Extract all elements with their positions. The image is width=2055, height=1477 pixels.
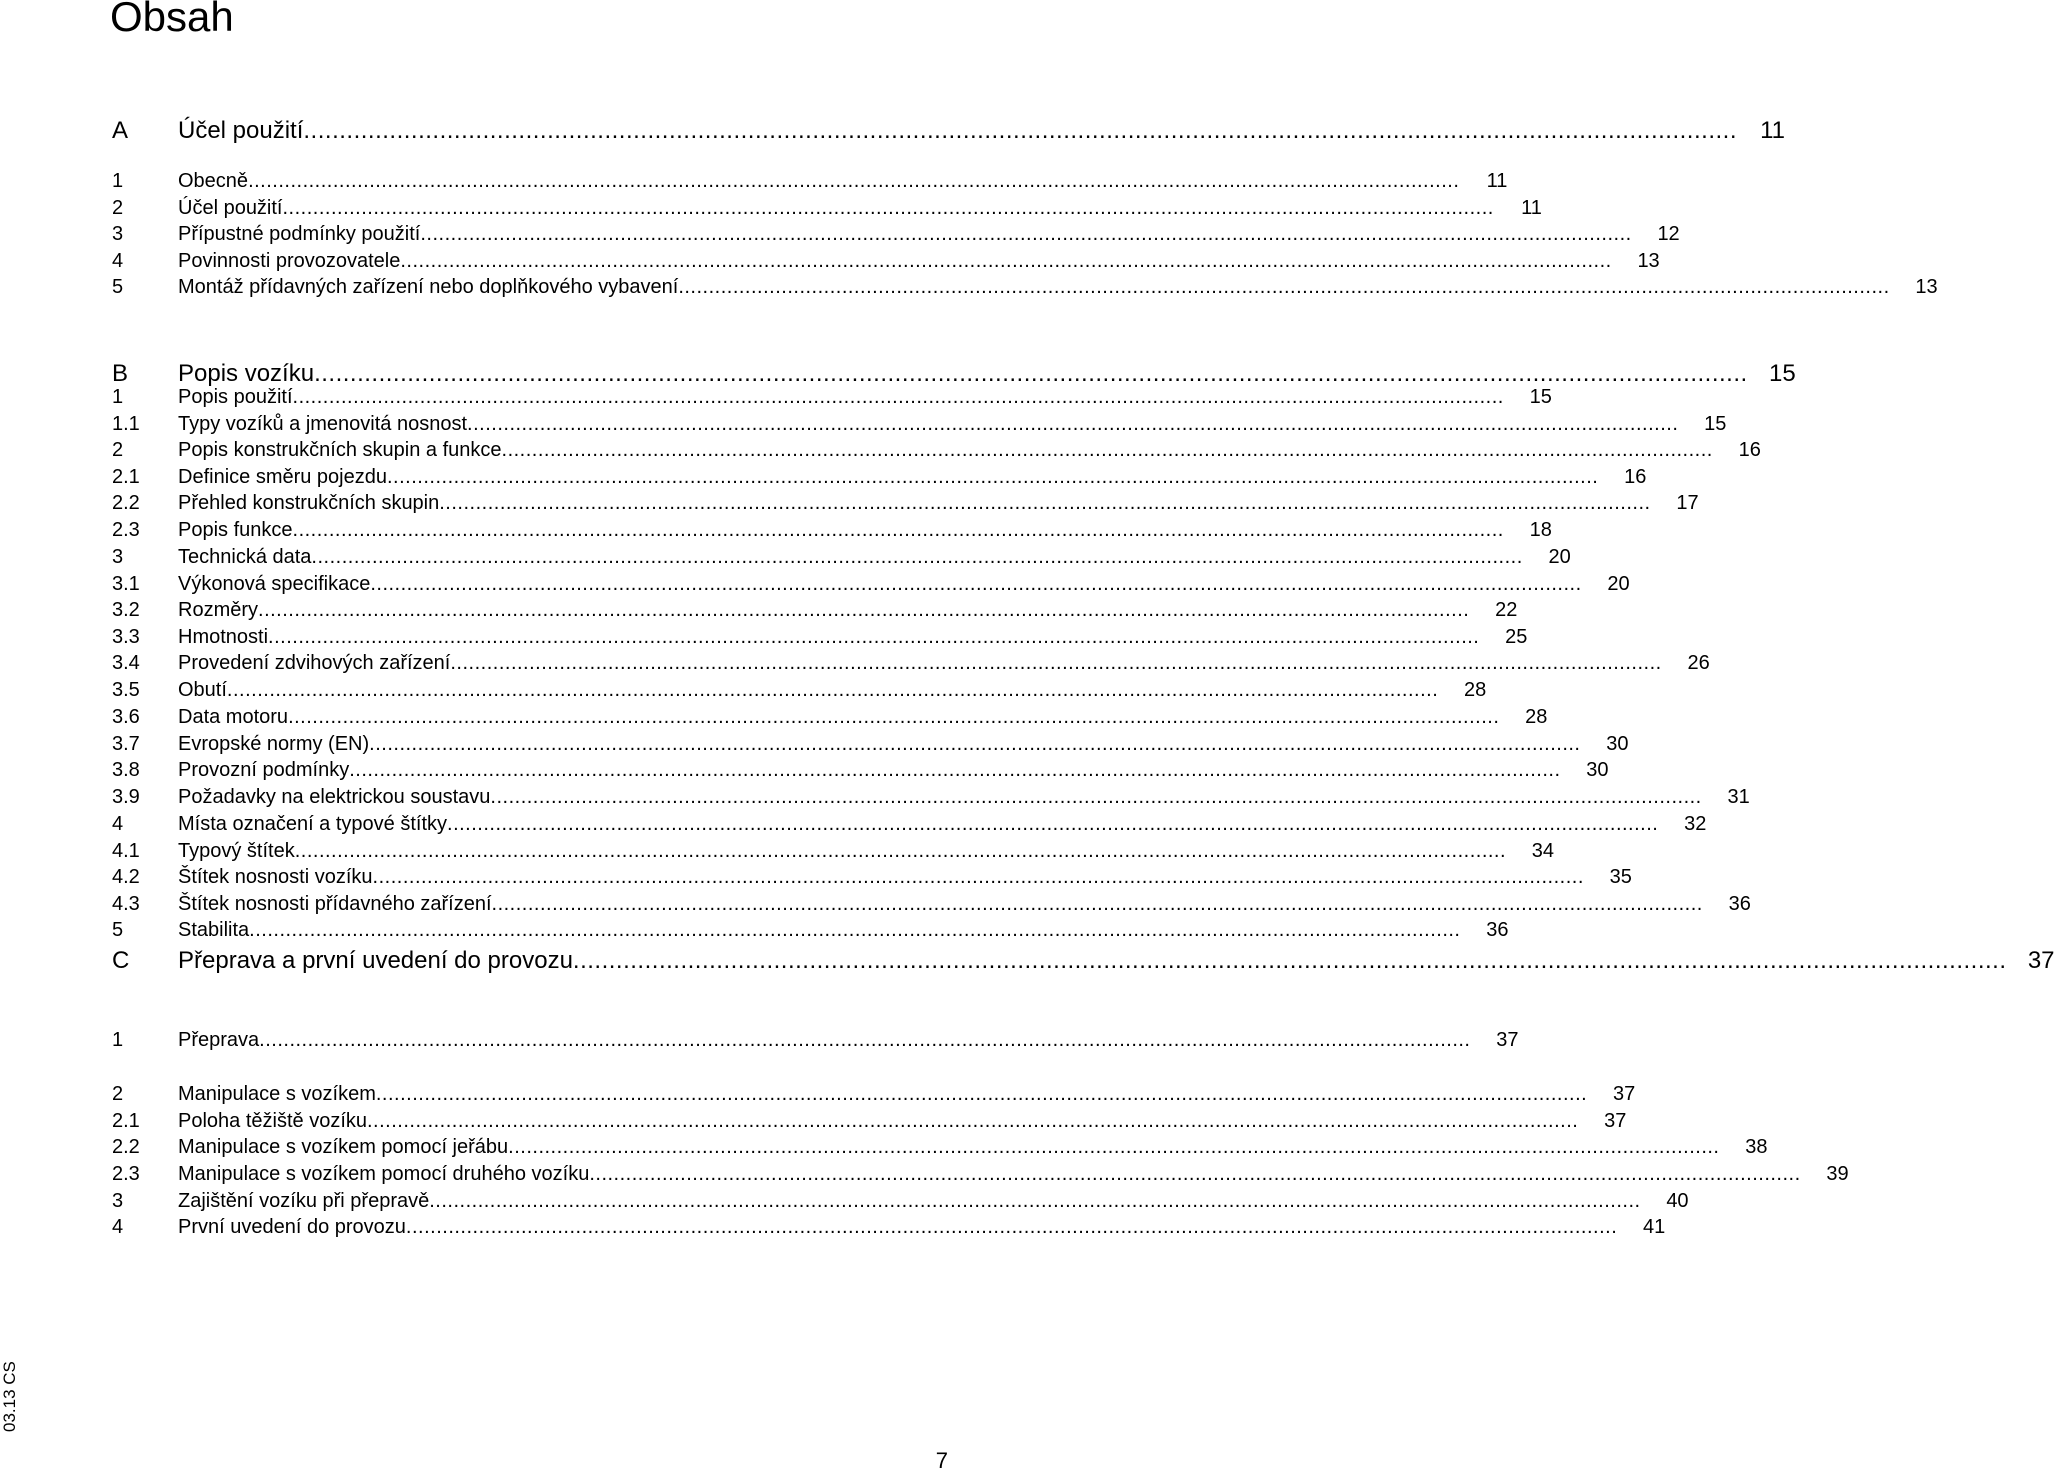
- toc-page-number: 37: [2027, 947, 2055, 974]
- toc-number: 3.3: [112, 626, 140, 648]
- toc-row[interactable]: [112, 704, 1548, 731]
- toc-number: 3: [112, 223, 124, 245]
- toc-number: 1.1: [112, 413, 140, 435]
- toc-title: Poloha těžiště vozíku: [178, 1110, 367, 1132]
- toc-page-number: 18: [1529, 519, 1552, 541]
- toc-page-number: 25: [1505, 626, 1528, 648]
- toc-row[interactable]: [112, 195, 1542, 222]
- toc-number: 1: [112, 386, 124, 408]
- toc-dot-leader: ........................................................................................................................................................................................................: [420, 223, 1632, 245]
- toc-title: Přeprava a první uvedení do provozu: [178, 947, 573, 974]
- toc-number: 5: [112, 276, 124, 298]
- toc-page-number: 17: [1676, 492, 1699, 514]
- toc-row[interactable]: [112, 597, 1518, 624]
- toc-page-number: 34: [1531, 840, 1555, 862]
- toc-number: 3.6: [112, 706, 140, 728]
- toc-page-number: 11: [1486, 170, 1508, 192]
- toc-number: 3.7: [112, 733, 140, 755]
- toc-row[interactable]: [112, 1134, 1768, 1161]
- toc-row[interactable]: [112, 490, 1699, 517]
- toc-title: Obutí: [178, 679, 227, 701]
- toc-number: 4.3: [112, 893, 140, 915]
- toc-title: Účel použití: [178, 197, 283, 219]
- toc-number: 2: [112, 1083, 124, 1105]
- toc-row[interactable]: [112, 1188, 1689, 1215]
- toc-title: Evropské normy (EN): [178, 733, 370, 755]
- toc-row[interactable]: [112, 784, 1750, 811]
- toc-dot-leader: ........................................................................................................................................................................................................: [447, 813, 1659, 835]
- toc-title: Štítek nosnosti vozíku: [178, 866, 373, 888]
- toc-number: 1: [112, 170, 124, 192]
- toc-section-row[interactable]: [112, 114, 1785, 148]
- toc-number: 2.2: [112, 492, 140, 514]
- toc-title: Požadavky na elektrickou soustavu: [178, 786, 491, 808]
- toc-row[interactable]: [112, 731, 1629, 758]
- toc-dot-leader: ........................................................................................................................................................................................................: [259, 1029, 1471, 1051]
- toc-row[interactable]: [112, 1161, 1849, 1188]
- toc-title: Manipulace s vozíkem pomocí jeřábu: [178, 1136, 509, 1158]
- toc-row[interactable]: [112, 864, 1632, 891]
- toc-number: 3.4: [112, 652, 140, 674]
- toc-dot-leader: ........................................................................................................................................................................................................: [405, 1216, 1618, 1238]
- toc-section-row[interactable]: [112, 944, 2055, 978]
- toc-dot-leader: ........................................................................................................................................................................................................: [501, 439, 1713, 461]
- toc-row[interactable]: [112, 248, 1660, 275]
- toc-row[interactable]: [112, 437, 1761, 464]
- toc-page-number: 36: [1486, 919, 1509, 941]
- toc-row[interactable]: [112, 571, 1630, 598]
- toc-page-number: 38: [1745, 1136, 1768, 1158]
- toc-page-number: 15: [1529, 386, 1552, 408]
- toc-number: 2: [112, 439, 124, 461]
- toc-page-number: 28: [1464, 679, 1487, 701]
- toc-number: 2.2: [112, 1136, 140, 1158]
- toc-title: Popis použití: [178, 386, 293, 408]
- toc-title: Popis funkce: [178, 519, 293, 541]
- toc-dot-leader: ........................................................................................................................................................................................................: [572, 947, 2007, 974]
- toc-dot-leader: ........................................................................................................................................................................................................: [375, 1083, 1588, 1105]
- toc-number: 2: [112, 197, 124, 219]
- toc-row[interactable]: [112, 917, 1509, 944]
- toc-title: Technická data: [178, 546, 312, 568]
- toc-page-number: 11: [1760, 117, 1785, 144]
- toc-page-number: 39: [1826, 1163, 1849, 1185]
- toc-row[interactable]: [112, 517, 1552, 544]
- toc-page-number: 30: [1606, 733, 1629, 755]
- toc-row[interactable]: [112, 838, 1555, 865]
- toc-title: Místa označení a typové štítky: [178, 813, 448, 835]
- toc-number: 3.5: [112, 679, 140, 701]
- toc-number: 3.2: [112, 599, 140, 621]
- toc-dot-leader: ........................................................................................................................................................................................................: [282, 197, 1494, 219]
- toc-dot-leader: ........................................................................................................................................................................................................: [678, 276, 1890, 298]
- toc-row[interactable]: [112, 677, 1487, 704]
- toc-number: 3.9: [112, 786, 140, 808]
- toc-number: 2.1: [112, 466, 140, 488]
- toc-row[interactable]: [112, 274, 1938, 301]
- toc-row[interactable]: [112, 757, 1609, 784]
- toc-dot-leader: ........................................................................................................................................................................................................: [249, 919, 1461, 941]
- toc-number: B: [112, 360, 129, 387]
- toc-number: 4: [112, 813, 124, 835]
- toc-dot-leader: ........................................................................................................................................................................................................: [248, 170, 1460, 192]
- toc-number: 3.8: [112, 759, 140, 781]
- toc-number: C: [112, 947, 130, 974]
- page-number: 7: [935, 1448, 948, 1473]
- toc-dot-leader: ........................................................................................................................................................................................................: [292, 519, 1504, 541]
- toc-number: 2.3: [112, 1163, 140, 1185]
- toc-number: 3: [112, 546, 124, 568]
- toc-page-number: 20: [1607, 573, 1630, 595]
- toc-dot-leader: ........................................................................................................................................................................................................: [450, 652, 1662, 674]
- toc-page-number: 40: [1666, 1190, 1689, 1212]
- toc-title: Stabilita: [178, 919, 250, 941]
- toc-title: Rozměry: [178, 599, 259, 621]
- toc-title: Povinnosti provozovatele: [178, 250, 401, 272]
- toc-title: Výkonová specifikace: [178, 573, 371, 595]
- toc-title: Manipulace s vozíkem pomocí druhého vozíku: [178, 1163, 590, 1185]
- toc-title: Data motoru: [178, 706, 289, 728]
- toc-title: Přípustné podmínky použití: [178, 223, 421, 245]
- toc-dot-leader: ........................................................................................................................................................................................................: [369, 733, 1581, 755]
- toc-dot-leader: ........................................................................................................................................................................................................: [311, 546, 1523, 568]
- toc-row[interactable]: [112, 650, 1710, 677]
- toc-row[interactable]: [112, 1081, 1636, 1108]
- toc-number: 4: [112, 250, 124, 272]
- toc-number: 2.1: [112, 1110, 140, 1132]
- toc-title: Typový štítek: [178, 840, 295, 862]
- toc-page-number: 20: [1548, 546, 1571, 568]
- toc-dot-leader: ........................................................................................................................................................................................................: [303, 117, 1737, 144]
- toc-page-number: 36: [1728, 893, 1751, 915]
- page-title: Obsah: [110, 0, 234, 40]
- toc-dot-leader: ........................................................................................................................................................................................................: [508, 1136, 1720, 1158]
- toc-page-number: 30: [1586, 759, 1609, 781]
- toc-dot-leader: ........................................................................................................................................................................................................: [288, 706, 1500, 728]
- toc-dot-leader: ........................................................................................................................................................................................................: [292, 386, 1504, 408]
- toc-page-number: 32: [1684, 813, 1707, 835]
- toc-page-number: 12: [1657, 223, 1680, 245]
- toc-row[interactable]: [112, 624, 1528, 651]
- toc-title: Popis vozíku: [178, 360, 315, 387]
- toc-page-number: 37: [1496, 1029, 1519, 1051]
- toc-page-number: 16: [1738, 439, 1761, 461]
- toc-title: Provedení zdvihových zařízení: [178, 652, 451, 674]
- toc-dot-leader: ........................................................................................................................................................................................................: [367, 1110, 1579, 1132]
- toc-title: Obecně: [178, 170, 249, 192]
- toc-page-number: 31: [1727, 786, 1750, 808]
- toc-page-number: 15: [1768, 360, 1796, 387]
- toc-page-number: 22: [1495, 599, 1518, 621]
- toc-row[interactable]: [112, 411, 1727, 438]
- toc-row[interactable]: [112, 1214, 1666, 1241]
- toc-dot-leader: ........................................................................................................................................................................................................: [429, 1190, 1641, 1212]
- toc-title: Montáž přídavných zařízení nebo doplňkového vybavení: [178, 276, 679, 298]
- toc-row[interactable]: [112, 811, 1707, 838]
- toc-dot-leader: ........................................................................................................................................................................................................: [490, 786, 1702, 808]
- toc-number: 3: [112, 1190, 124, 1212]
- toc-dot-leader: ........................................................................................................................................................................................................: [294, 840, 1507, 862]
- toc-dot-leader: ........................................................................................................................................................................................................: [372, 866, 1584, 888]
- toc-row[interactable]: [112, 221, 1680, 248]
- toc-dot-leader: ........................................................................................................................................................................................................: [268, 626, 1480, 648]
- toc-title: Popis konstrukčních skupin a funkce: [178, 439, 502, 461]
- toc-row[interactable]: [112, 544, 1571, 571]
- toc-page-number: 11: [1521, 197, 1542, 219]
- toc-page-number: 35: [1609, 866, 1632, 888]
- toc-title: Manipulace s vozíkem: [178, 1083, 376, 1105]
- toc-title: Provozní podmínky: [178, 759, 350, 781]
- toc-number: 1: [112, 1029, 124, 1051]
- toc-row[interactable]: [112, 384, 1552, 411]
- toc-row[interactable]: [112, 891, 1751, 918]
- toc-page-number: 41: [1643, 1216, 1666, 1238]
- toc-title: Přehled konstrukčních skupin: [178, 492, 440, 514]
- toc-number: 3.1: [112, 573, 140, 595]
- toc-dot-leader: ........................................................................................................................................................................................................: [387, 466, 1599, 488]
- toc-page-number: 16: [1624, 466, 1647, 488]
- toc-title: Definice směru pojezdu: [178, 466, 387, 488]
- toc-row[interactable]: [112, 1027, 1519, 1054]
- toc-dot-leader: ........................................................................................................................................................................................................: [370, 573, 1582, 595]
- toc-dot-leader: ........................................................................................................................................................................................................: [258, 599, 1470, 621]
- toc-dot-leader: ........................................................................................................................................................................................................: [439, 492, 1651, 514]
- toc-row[interactable]: [112, 1108, 1627, 1135]
- toc-page-number: 13: [1637, 250, 1660, 272]
- toc-number: 4: [112, 1216, 124, 1238]
- toc-page-number: 15: [1704, 413, 1727, 435]
- toc-number: 2.3: [112, 519, 140, 541]
- toc-page-number: 26: [1687, 652, 1710, 674]
- toc-dot-leader: ........................................................................................................................................................................................................: [491, 893, 1703, 915]
- toc-number: 4.2: [112, 866, 140, 888]
- toc-number: A: [112, 117, 129, 144]
- toc-title: Hmotnosti: [178, 626, 269, 648]
- toc-dot-leader: ........................................................................................................................................................................................................: [467, 413, 1679, 435]
- toc-page-number: 37: [1612, 1083, 1636, 1105]
- toc-page-number: 28: [1525, 706, 1548, 728]
- toc-title: Typy vozíků a jmenovitá nosnost: [178, 413, 468, 435]
- toc-title: Zajištění vozíku při přepravě: [178, 1190, 430, 1212]
- toc-title: Přeprava: [178, 1029, 260, 1051]
- toc-number: 4.1: [112, 840, 140, 862]
- toc-title: Štítek nosnosti přídavného zařízení: [178, 893, 492, 915]
- toc-dot-leader: ........................................................................................................................................................................................................: [400, 250, 1612, 272]
- toc-dot-leader: ........................................................................................................................................................................................................: [226, 679, 1439, 701]
- edition-label: 03.13 CS: [0, 1361, 19, 1432]
- toc-page-number: 13: [1915, 276, 1938, 298]
- toc-title: Účel použití: [178, 117, 304, 144]
- toc-dot-leader: ........................................................................................................................................................................................................: [314, 360, 1748, 387]
- toc-title: První uvedení do provozu: [178, 1216, 406, 1238]
- toc-dot-leader: ........................................................................................................................................................................................................: [349, 759, 1561, 781]
- toc-row[interactable]: [112, 168, 1508, 195]
- toc-row[interactable]: [112, 464, 1647, 491]
- toc-dot-leader: ........................................................................................................................................................................................................: [589, 1163, 1801, 1185]
- toc-number: 5: [112, 919, 124, 941]
- toc-page-number: 37: [1604, 1110, 1627, 1132]
